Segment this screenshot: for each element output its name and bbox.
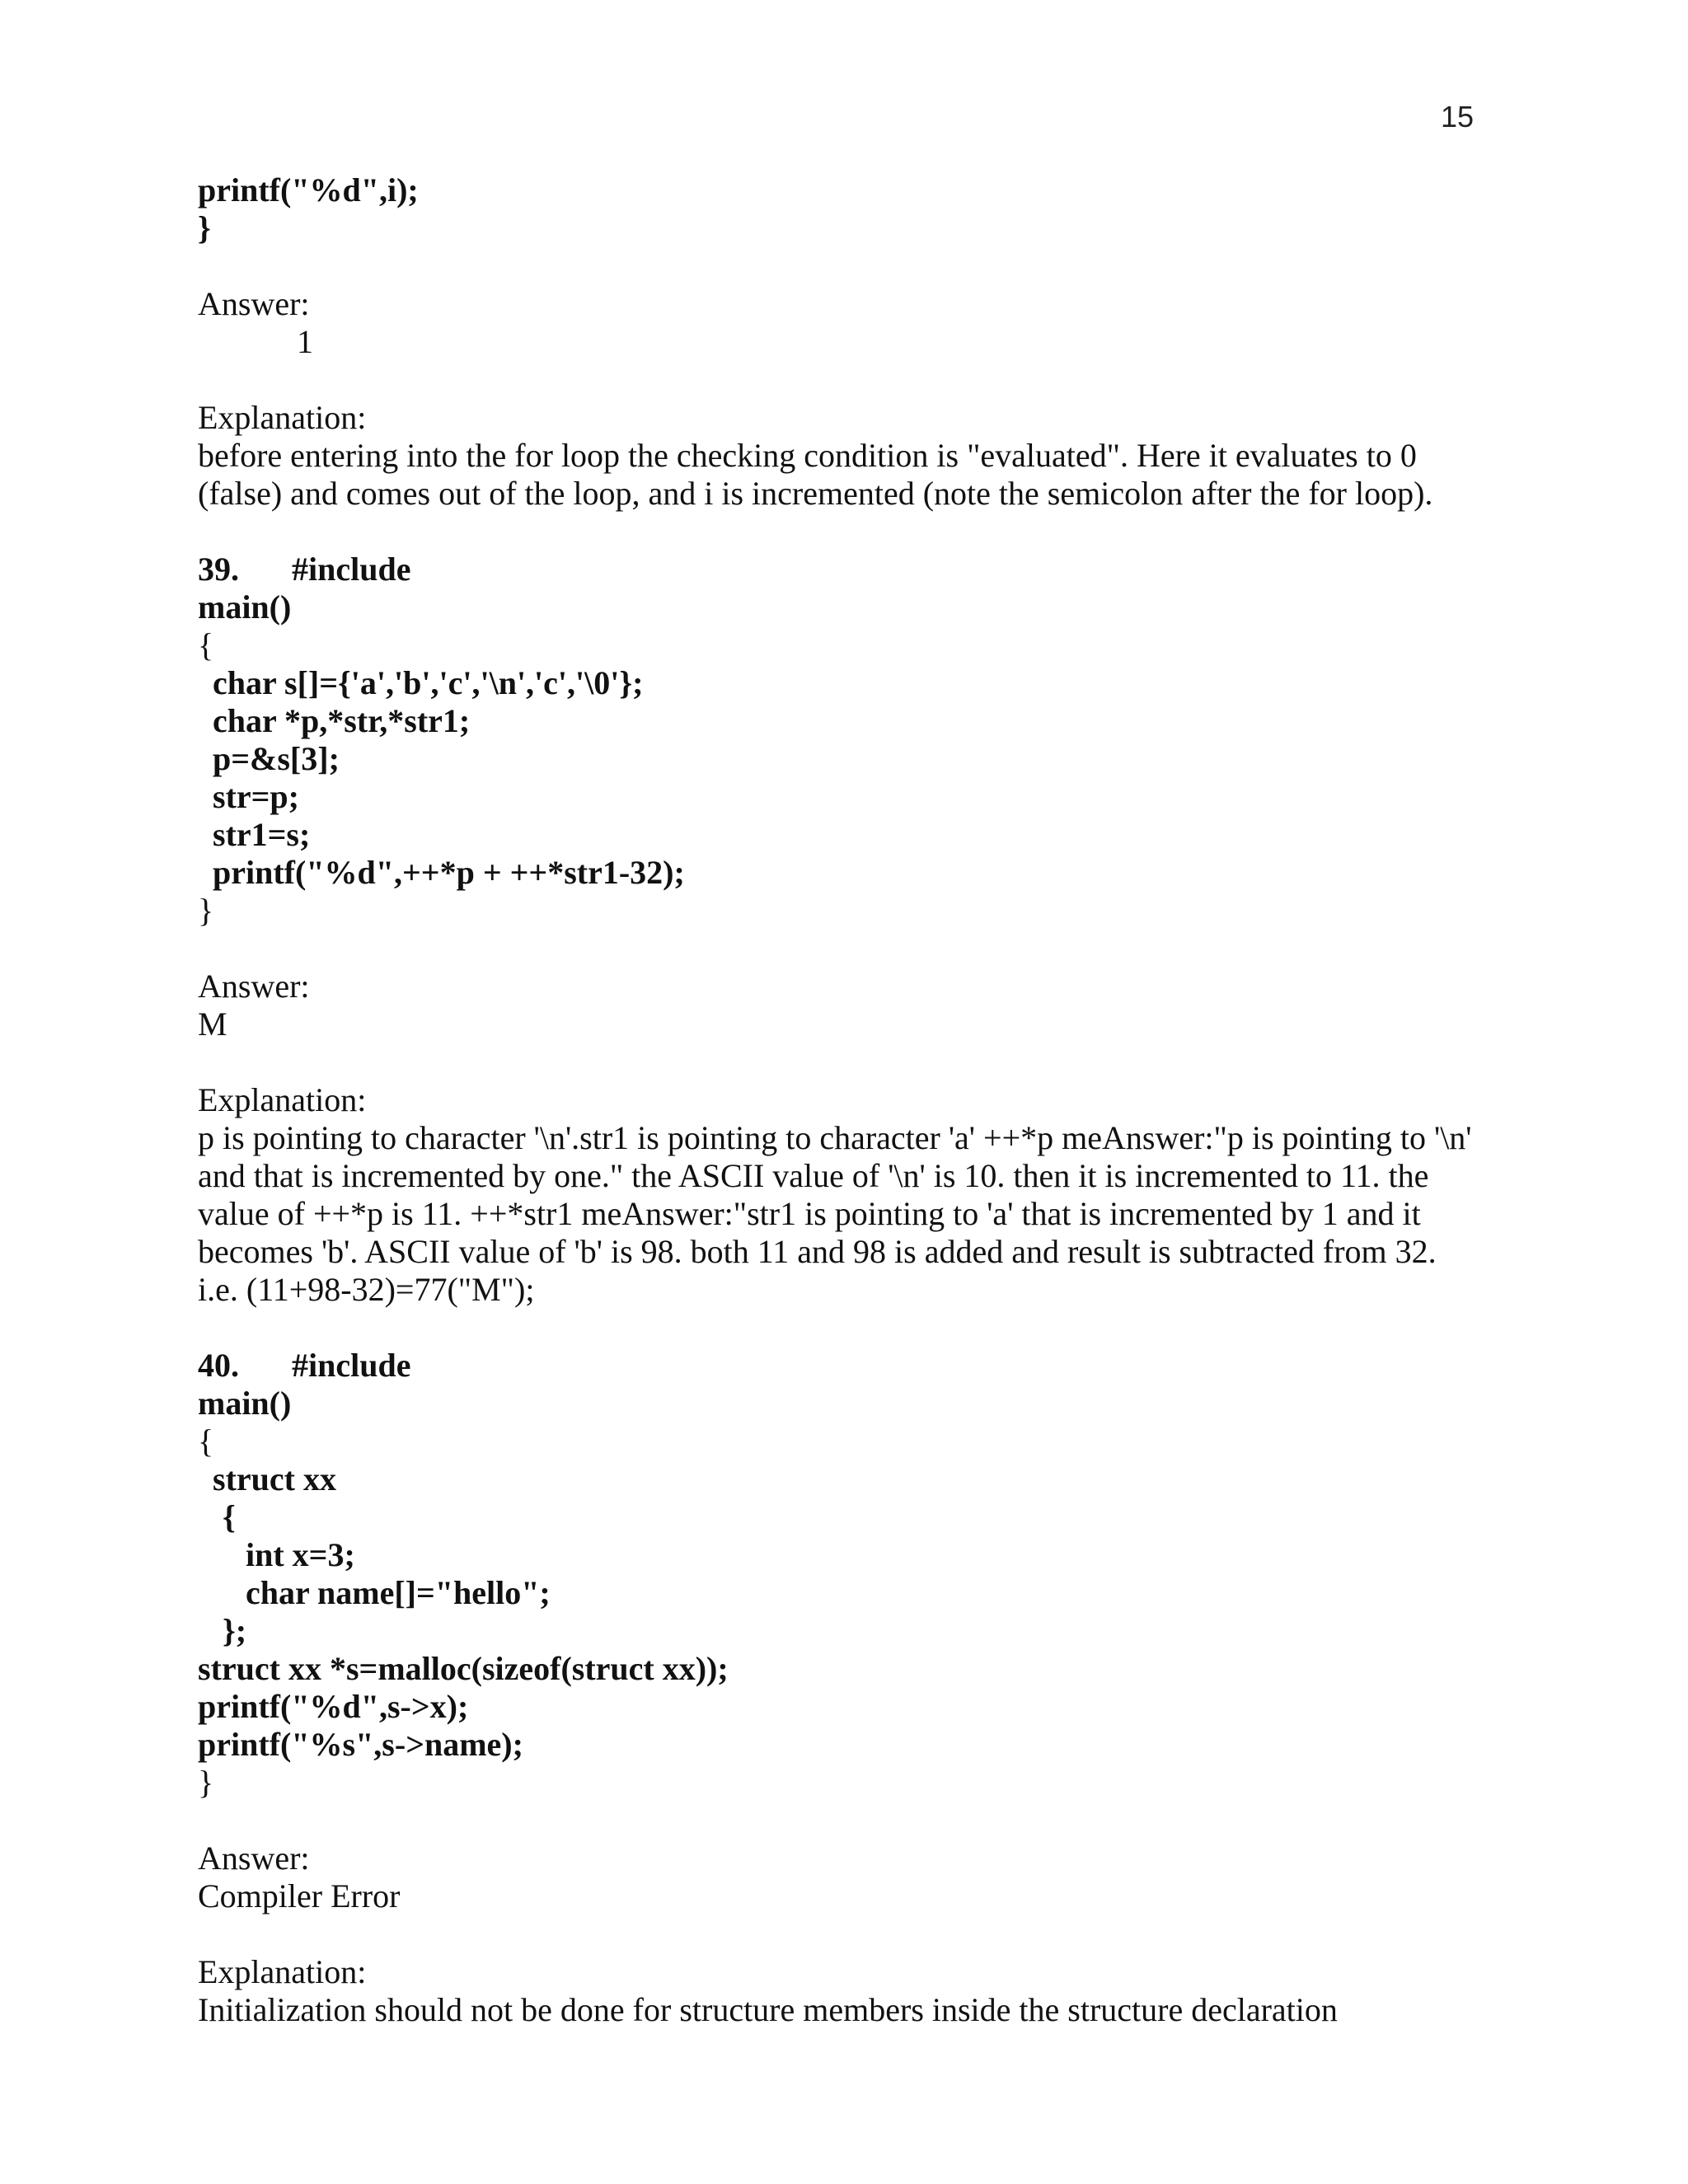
code-line: struct xx *s=malloc(sizeof(struct xx)); bbox=[198, 1650, 729, 1687]
answer-label: Answer: bbox=[198, 285, 310, 322]
explanation-line: and that is incremented by one." the ASCII value of '\n' is 10. then it is incremented to 11. the bbox=[198, 1157, 1429, 1194]
explanation-line: value of ++*p is 11. ++*str1 meAnswer:"str1 is pointing to 'a' that is incremented by 1 and it bbox=[198, 1195, 1421, 1232]
answer-label: Answer: bbox=[198, 1840, 310, 1877]
code-line: } bbox=[198, 1764, 214, 1801]
code-line: char name[]="hello"; bbox=[246, 1574, 551, 1611]
code-line: printf("%s",s->name); bbox=[198, 1726, 523, 1763]
explanation-line: (false) and comes out of the loop, and i is incremented (note the semicolon after the for loop). bbox=[198, 475, 1433, 512]
code-line: main() bbox=[198, 1385, 292, 1422]
explanation-label: Explanation: bbox=[198, 399, 367, 436]
code-line: char *p,*str,*str1; bbox=[213, 702, 471, 739]
answer-value: M bbox=[198, 1005, 227, 1043]
explanation-label: Explanation: bbox=[198, 1081, 367, 1118]
page-number: 15 bbox=[1441, 100, 1475, 134]
question-heading bbox=[198, 551, 410, 588]
code-line: { bbox=[198, 626, 214, 663]
include-directive: #include bbox=[292, 551, 411, 588]
code-line: str=p; bbox=[213, 778, 299, 815]
question-number: 40. bbox=[198, 1347, 239, 1384]
explanation-line: Initialization should not be done for structure members inside the structure declaration bbox=[198, 1991, 1338, 2028]
explanation-line: before entering into the for loop the checking condition is "evaluated". Here it evaluates to 0 bbox=[198, 437, 1417, 474]
code-line: printf("%d",++*p + ++*str1-32); bbox=[213, 854, 685, 891]
code-line: { bbox=[223, 1498, 236, 1535]
explanation-line: becomes 'b'. ASCII value of 'b' is 98. both 11 and 98 is added and result is subtracted from 32. bbox=[198, 1233, 1437, 1270]
include-directive: #include bbox=[292, 1347, 411, 1384]
code-line: { bbox=[198, 1422, 214, 1460]
code-line: } bbox=[198, 892, 214, 929]
code-line: int x=3; bbox=[246, 1536, 355, 1573]
code-line: struct xx bbox=[213, 1460, 336, 1497]
code-line: str1=s; bbox=[213, 816, 311, 853]
question-number: 39. bbox=[198, 551, 239, 588]
code-line: } bbox=[198, 209, 211, 246]
code-line: }; bbox=[223, 1612, 247, 1649]
explanation-label: Explanation: bbox=[198, 1953, 367, 1990]
explanation-line: i.e. (11+98-32)=77("M"); bbox=[198, 1271, 535, 1308]
question-heading bbox=[198, 1347, 410, 1385]
answer-value: Compiler Error bbox=[198, 1877, 401, 1915]
answer-label: Answer: bbox=[198, 968, 310, 1005]
answer-value: 1 bbox=[297, 323, 313, 360]
code-line: printf("%d",i); bbox=[198, 171, 419, 209]
explanation-line: p is pointing to character '\n'.str1 is pointing to character 'a' ++*p meAnswer:"p is pointing to '\n' bbox=[198, 1119, 1472, 1156]
code-line: main() bbox=[198, 588, 292, 626]
code-line: char s[]={'a','b','c','\n','c','\0'}; bbox=[213, 664, 644, 701]
code-line: p=&s[3]; bbox=[213, 740, 340, 777]
code-line: printf("%d",s->x); bbox=[198, 1688, 469, 1725]
